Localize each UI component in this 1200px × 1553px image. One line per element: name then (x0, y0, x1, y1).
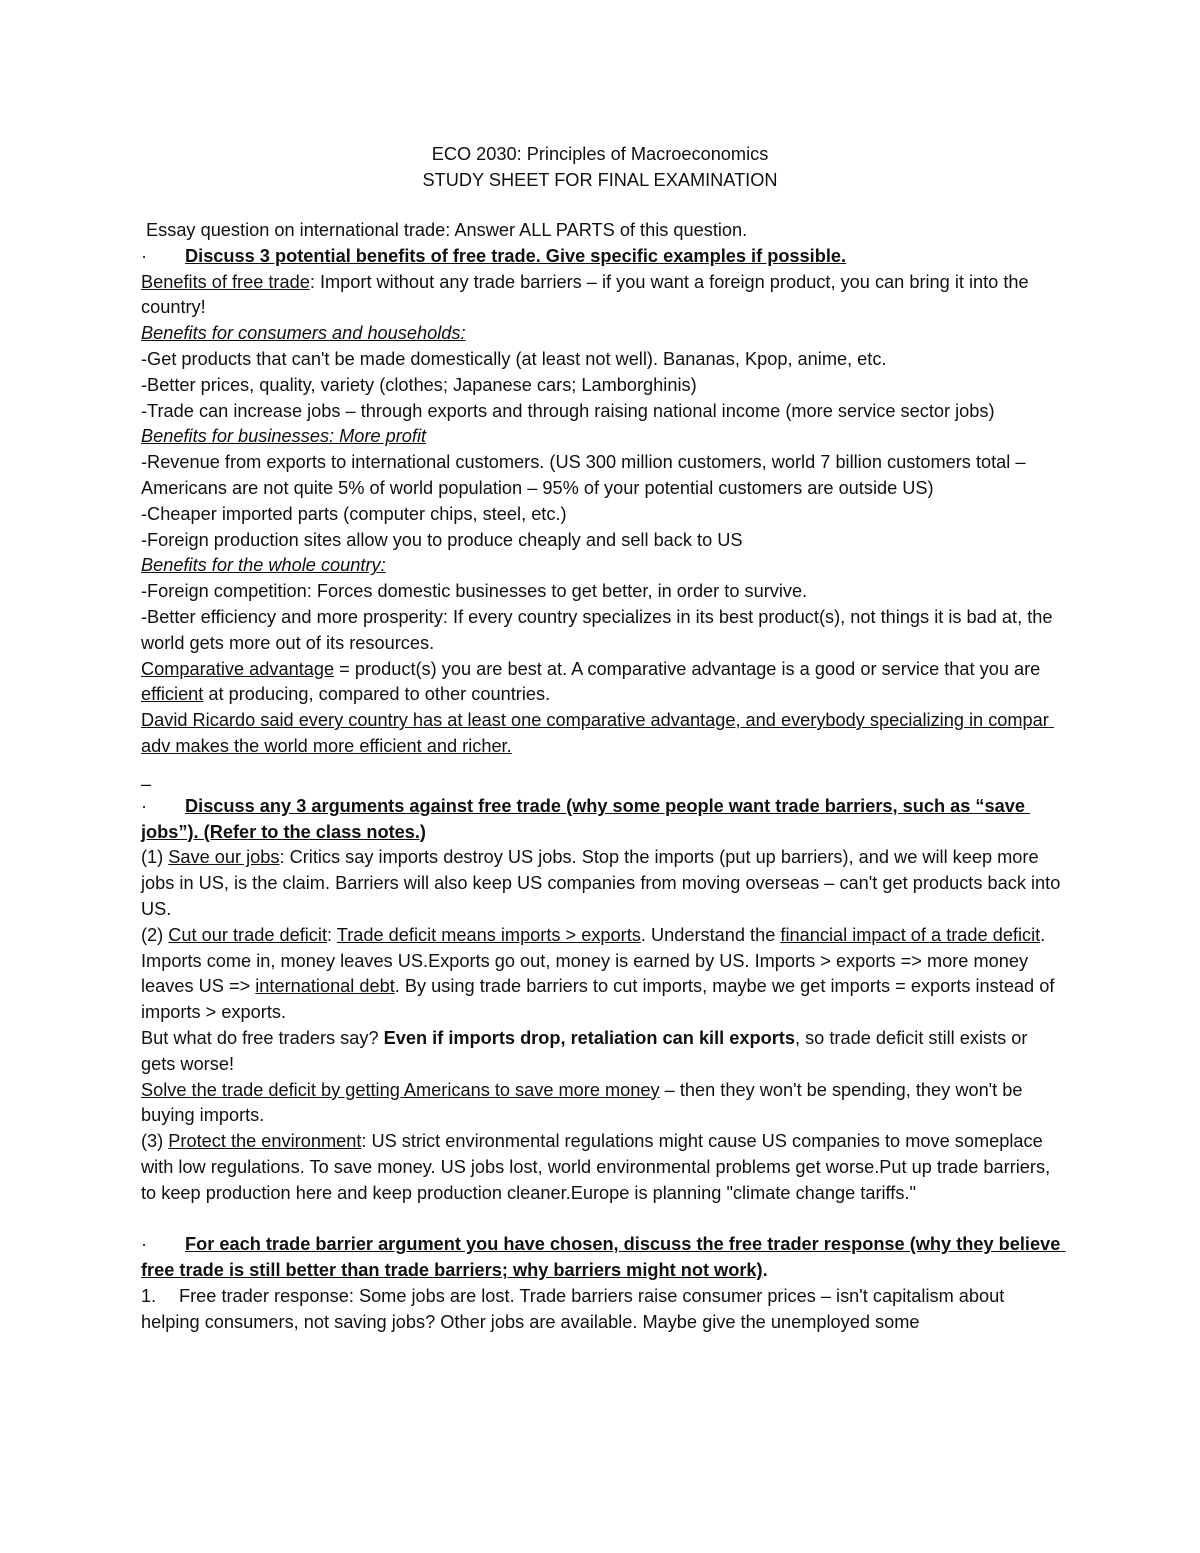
question-1 (141, 244, 1066, 270)
consumer-item: -Get products that can't be made domestically (at least not well). Bananas, Kpop, anime, etc. (141, 348, 887, 369)
argument-3-number: (3) (141, 1131, 169, 1152)
business-item: -Foreign production sites allow you to produce cheaply and sell back to US (141, 529, 743, 550)
document-header (0, 141, 1200, 193)
argument-1 (141, 845, 1066, 922)
save-money-point: Solve the trade deficit by getting Americans to save more money (141, 1079, 660, 1100)
consumer-item: -Trade can increase jobs – through exports and through raising national income (more service sector jobs) (141, 400, 995, 421)
free-trader-reply-end: , so trade deficit still exists or gets worse! (141, 1027, 1033, 1074)
argument-1-number: (1) (141, 847, 169, 868)
consumer-item: -Better prices, quality, variety (clothes; Japanese cars; Lamborghinis) (141, 374, 697, 395)
sheet-title: STUDY SHEET FOR FINAL EXAMINATION (422, 170, 778, 190)
bullet-marker: · (141, 245, 148, 266)
ricardo-note: David Ricardo said every country has at least one comparative advantage, and everybody specializing in compar adv makes the world more efficient and richer. (141, 710, 1054, 756)
argument-2-number: (2) (141, 924, 169, 945)
response-1-text: Free trader response: Some jobs are lost. Trade barriers raise consumer prices – isn't capitalism about helping consumers, not saving jobs? Other jobs are available. Maybe give the unemployed some (141, 1285, 1010, 1332)
argument-1-label: Save our jobs (168, 847, 280, 868)
business-item: -Cheaper imported parts (computer chips, steel, etc.) (141, 503, 567, 524)
argument-2-detail-start: Imports come in, money leaves US.Exports go out, money is earned by US. Imports > exports => more money leaves US => (141, 950, 1034, 997)
argument-2-detail-end: . By using trade barriers to cut imports, maybe we get imports = exports instead of imports > exports. (141, 976, 1060, 1023)
document-body (141, 218, 1066, 1335)
save-money-end: – then they won't be spending, they won't be buying imports. (141, 1079, 1028, 1126)
comparative-advantage-text-end: at producing, compared to other countries. (203, 684, 551, 705)
argument-2-label: Cut our trade deficit (168, 924, 327, 945)
trade-deficit-definition: Trade deficit means imports > exports (336, 924, 641, 945)
blank-line (141, 1206, 1066, 1232)
argument-3-text: : US strict environmental regulations might cause US companies to move someplace with low regulations. To save money. US jobs lost, world environmental problems get worse.Put up trade barriers, to keep production here and keep production cleaner.Europe is planning "climate change tariffs." (141, 1131, 1056, 1203)
free-trade-term: Benefits of free trade (141, 271, 310, 292)
argument-2-sep: : (327, 924, 337, 945)
country-item: -Better efficiency and more prosperity: If every country specializes in its best product(s), not things it is bad at, the world gets more out of its resources. (141, 606, 1058, 653)
question-1-heading: Discuss 3 potential benefits of free trade. Give specific examples if possible. (185, 245, 847, 266)
business-heading: Benefits for businesses: More profit (141, 426, 427, 447)
question-2-heading: Discuss any 3 arguments against free trade (why some people want trade barriers, such as “save jobs”). (Refer to the class notes.) (141, 795, 1031, 842)
free-trader-reply-start: But what do free traders say? (141, 1027, 384, 1048)
argument-3-label: Protect the environment (168, 1131, 362, 1152)
intro-line: Essay question on international trade: Answer ALL PARTS of this question. (146, 220, 748, 240)
trade-deficit-impact: financial impact of a trade deficit (780, 924, 1041, 945)
comparative-advantage (141, 657, 1066, 709)
argument-1-text: : Critics say imports destroy US jobs. Stop the imports (put up barriers), and we will keep more jobs in US, is the claim. Barriers will also keep US companies from moving overseas – can't get products back into US. (141, 847, 1066, 919)
stray-dash: – (141, 773, 152, 794)
question-3-heading: For each trade barrier argument you have chosen, discuss the free trader response (why they believe free trade is still better than trade barriers; why barriers might not work) (141, 1234, 1066, 1281)
business-item: -Revenue from exports to international customers. (US 300 million customers, world 7 billion customers total – Americans are not quite 5% of world population – 95% of your potential customers are outside US) (141, 452, 1030, 498)
comparative-advantage-term: Comparative advantage (141, 658, 335, 679)
argument-3 (141, 1129, 1066, 1206)
free-trader-reply (141, 1026, 1066, 1078)
argument-2-detail (141, 949, 1066, 1026)
save-money-note (141, 1078, 1066, 1130)
course-title: ECO 2030: Principles of Macroeconomics (431, 144, 769, 164)
country-item: -Foreign competition: Forces domestic businesses to get better, in order to survive. (141, 581, 808, 602)
argument-2-mid: . Understand the (640, 924, 781, 945)
international-debt-term: international debt (255, 976, 395, 997)
argument-2-end: . (1040, 924, 1046, 945)
response-1-number: 1. (141, 1285, 157, 1306)
comparative-advantage-text: = product(s) you are best at. A comparative advantage is a good or service that you are (334, 658, 1046, 679)
free-trade-definition-text: : Import without any trade barriers – if you want a foreign product, you can bring it into the country! (141, 271, 1034, 318)
question-2 (141, 794, 1066, 846)
argument-2 (141, 923, 1066, 949)
country-heading: Benefits for the whole country: (141, 555, 386, 576)
efficient-term: efficient (141, 684, 204, 705)
consumers-heading: Benefits for consumers and households: (141, 323, 466, 344)
bullet-marker: · (141, 795, 148, 816)
free-trade-definition (141, 270, 1066, 322)
bullet-marker: · (141, 1234, 148, 1255)
retaliation-point: Even if imports drop, retaliation can kill exports (383, 1027, 795, 1048)
question-3 (141, 1232, 1066, 1284)
response-1 (141, 1284, 1066, 1336)
question-3-heading-end: . (762, 1260, 768, 1281)
